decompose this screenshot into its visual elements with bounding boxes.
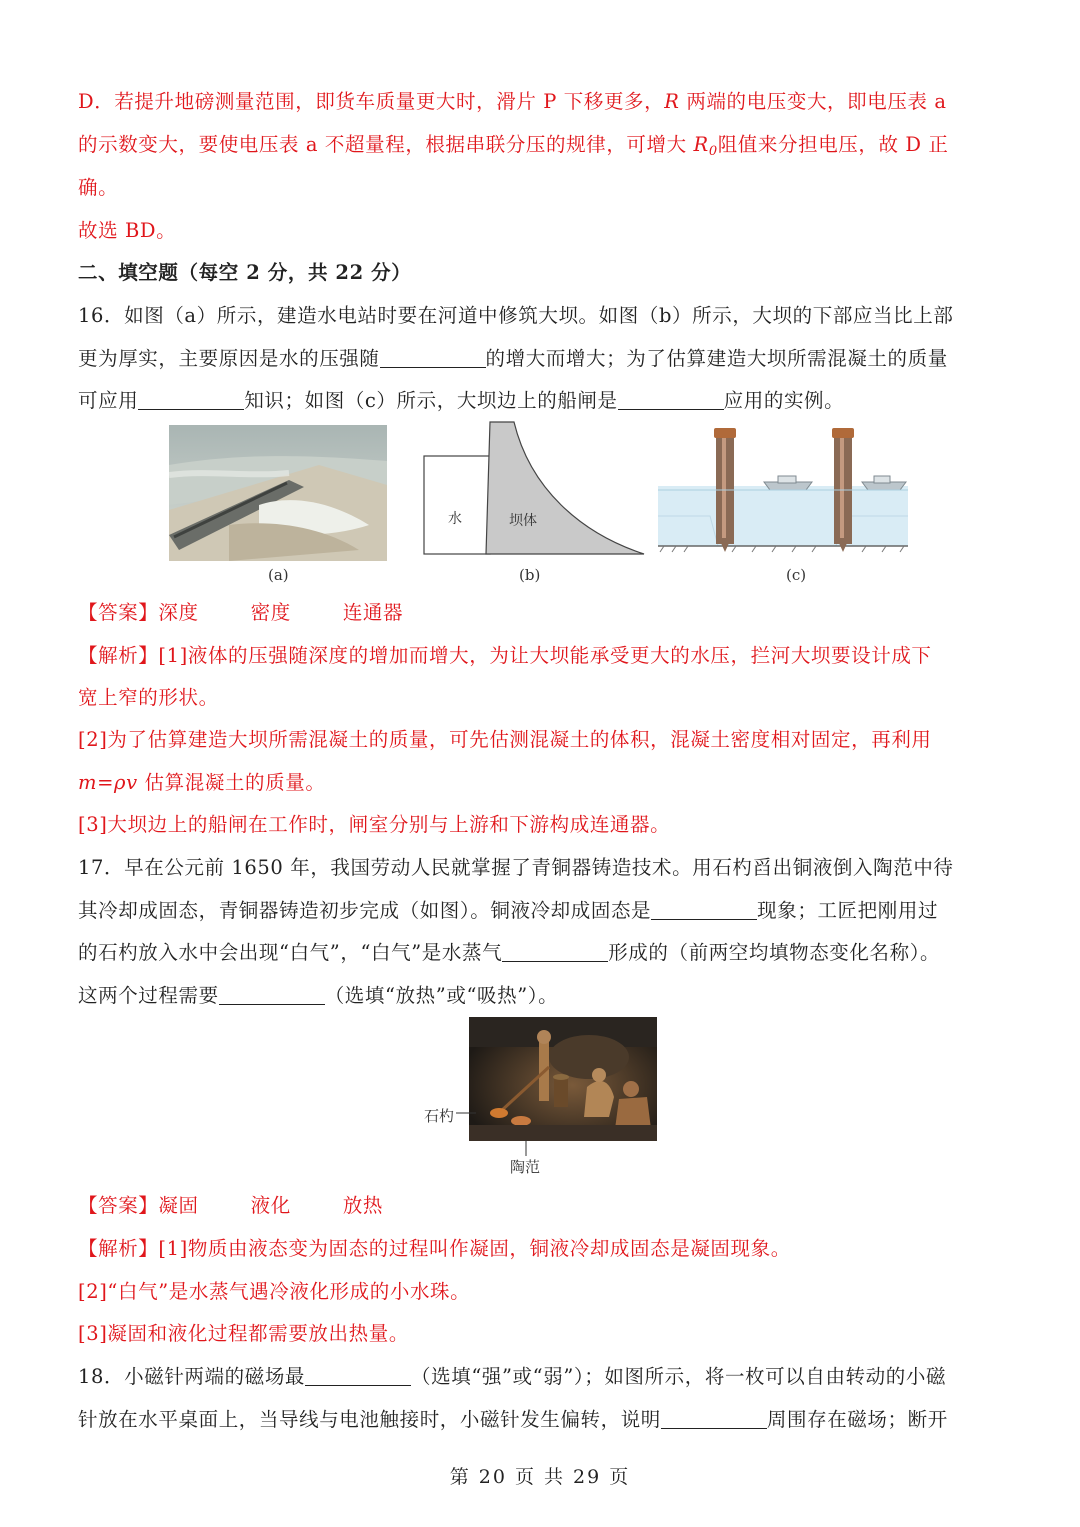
q16-analysis-1b: 宽上窄的形状。	[78, 686, 219, 709]
caption-c: (c)	[786, 566, 807, 584]
choice-line: 故选 BD。	[78, 219, 177, 242]
ship-lock-diagram	[656, 424, 912, 560]
water-label: 水	[448, 511, 462, 527]
q17-blank-3[interactable]	[219, 986, 325, 1005]
dam-cross-section-diagram	[420, 418, 648, 558]
ladle-label: 石杓	[424, 1107, 455, 1125]
q17-answer: 【答案】凝固 液化 放热	[78, 1194, 384, 1217]
dam-body-label: 坝体	[509, 513, 537, 529]
q16-blank-2[interactable]	[138, 391, 244, 410]
dam-photo	[169, 425, 387, 561]
q17-analysis-3: [3]凝固和液化过程都需要放出热量。	[78, 1322, 409, 1345]
q18-line-1: 18．小磁针两端的磁场最 （选填“强”或“弱”）；如图所示，将一枚可以自由转动的小磁	[78, 1365, 947, 1388]
ladle-pointer-line	[456, 1110, 476, 1116]
q18-line-2: 针放在水平桌面上，当导线与电池触接时，小磁针发生偏转，说明 周围存在磁场；断开	[78, 1408, 948, 1431]
q17-line-2: 其冷却成固态，青铜器铸造初步完成（如图）。铜液冷却成固态是 现象；工匠把刚用过	[78, 899, 939, 922]
d-option-line-3: 确。	[78, 176, 119, 199]
q16-analysis-2: [2]为了估算建造大坝所需混凝土的质量，可先估测混凝土的体积，混凝土密度相对固定，再利用	[78, 728, 932, 751]
q16-line-1: 16．如图（a）所示，建造水电站时要在河道中修筑大坝。如图（b）所示，大坝的下部应当比上部	[78, 304, 954, 327]
q16-blank-1[interactable]	[380, 349, 486, 368]
q18-blank-1[interactable]	[305, 1367, 411, 1386]
q16-analysis-1: 【解析】[1]液体的压强随深度的增加而增大，为让大坝能承受更大的水压，拦河大坝要设计成下	[78, 644, 932, 667]
bronze-casting-photo	[469, 1017, 657, 1141]
q16-analysis-2b: m=ρv 估算混凝土的质量。	[78, 771, 326, 794]
q16-line-2: 更为厚实，主要原因是水的压强随 的增大而增大；为了估算建造大坝所需混凝土的质量	[78, 347, 948, 370]
q17-blank-1[interactable]	[651, 901, 757, 920]
q17-line-3: 的石杓放入水中会出现“白气”，“白气”是水蒸气 形成的（前两空均填物态变化名称）。	[78, 941, 941, 964]
q17-line-4: 这两个过程需要 （选填“放热”或“吸热”）。	[78, 984, 559, 1007]
section-2-title: 二、填空题（每空 2 分，共 22 分）	[78, 261, 412, 284]
mold-pointer-line	[524, 1140, 528, 1156]
q16-blank-3[interactable]	[618, 391, 724, 410]
q17-analysis-2: [2]“白气”是水蒸气遇冷液化形成的小水珠。	[78, 1280, 471, 1303]
d-option-line-2: 的示数变大，要使电压表 a 不超量程，根据串联分压的规律，可增大 $R_0$阻值来分担电压，故 D 正	[78, 133, 949, 159]
q17-analysis-1: 【解析】[1]物质由液态变为固态的过程叫作凝固，铜液冷却成固态是凝固现象。	[78, 1237, 791, 1260]
q16-analysis-3: [3]大坝边上的船闸在工作时，闸室分别与上游和下游构成连通器。	[78, 813, 671, 836]
q16-line-3: 可应用 知识；如图（c）所示，大坝边上的船闸是 应用的实例。	[78, 389, 845, 412]
q17-blank-2[interactable]	[502, 943, 608, 962]
mold-label: 陶范	[510, 1158, 541, 1176]
q16-answer: 【答案】深度 密度 连通器	[78, 601, 404, 624]
d-option-line-1: D．若提升地磅测量范围，即货车质量更大时，滑片 P 下移更多，R 两端的电压变大，即电压表 a	[78, 90, 947, 113]
page-footer: 第 20 页 共 29 页	[449, 1466, 631, 1488]
q18-blank-2[interactable]	[661, 1410, 767, 1429]
q17-line-1: 17．早在公元前 1650 年，我国劳动人民就掌握了青铜器铸造技术。用石杓舀出铜液倒入陶范中待	[78, 856, 954, 879]
caption-a: (a)	[268, 566, 289, 584]
caption-b: (b)	[519, 566, 541, 584]
